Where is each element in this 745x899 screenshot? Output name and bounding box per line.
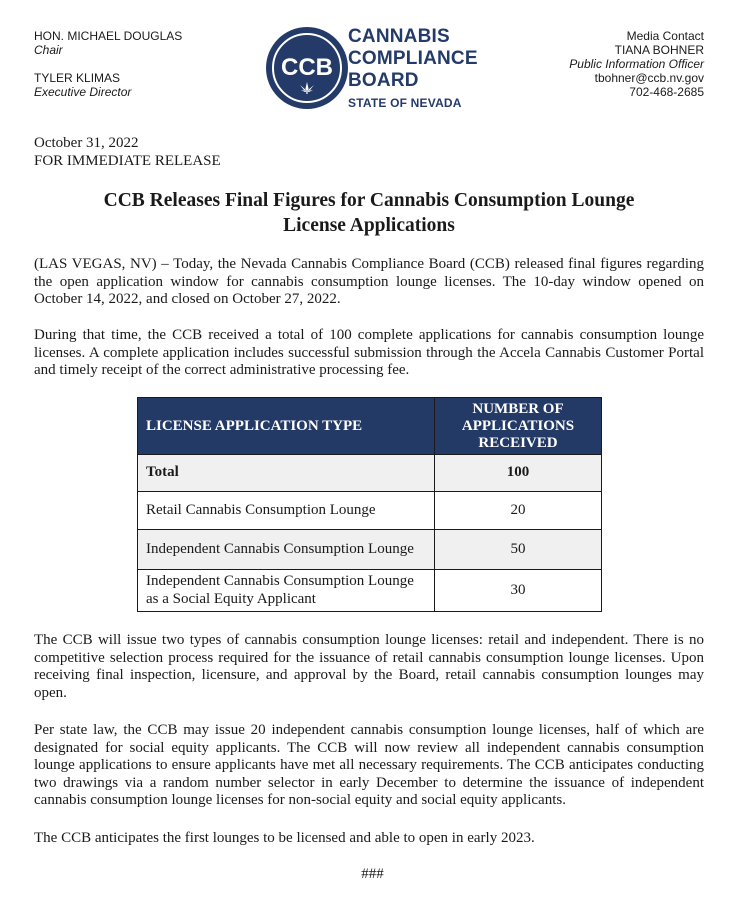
table-row bbox=[138, 492, 602, 530]
release-label: FOR IMMEDIATE RELEASE bbox=[34, 153, 221, 169]
media-contact bbox=[569, 29, 704, 99]
column-header-count-line-2: APPLICATIONS bbox=[461, 417, 575, 434]
headline-line-1: CCB Releases Final Figures for Cannabis Consumption Lounge bbox=[103, 190, 635, 211]
logo-monogram: CCB bbox=[281, 54, 333, 81]
contact-phone: 702-468-2685 bbox=[629, 85, 704, 99]
paragraph-opening: The CCB anticipates the first lounges to be licensed and able to open in early 2023. bbox=[34, 830, 535, 846]
director-title: Executive Director bbox=[34, 85, 132, 99]
chair-title: Chair bbox=[34, 43, 63, 57]
row-type-line-1: Independent Cannabis Consumption Lounge bbox=[146, 573, 414, 589]
table-row-total bbox=[138, 455, 602, 492]
row-count: 20 bbox=[435, 492, 602, 530]
paragraph-license-types: The CCB will issue two types of cannabis consumption lounge licenses: retail and independent. There is no competitive selection process required for the issuance of retail cannabis consumption lounge licenses. Upon receiving final inspection, licensure, and approval by the Board, retail cannabis consumption lounges may open. bbox=[34, 632, 704, 701]
logo-line-2: COMPLIANCE bbox=[348, 48, 478, 69]
logo-line-1: CANNABIS bbox=[348, 26, 450, 47]
row-type bbox=[138, 570, 435, 612]
dateline bbox=[34, 134, 221, 170]
board-officials bbox=[34, 29, 182, 99]
chair-name: HON. MICHAEL DOUGLAS bbox=[34, 29, 183, 43]
row-type-line-2: as a Social Equity Applicant bbox=[146, 590, 316, 607]
applications-table bbox=[137, 397, 602, 612]
paragraph-state-law: Per state law, the CCB may issue 20 independent cannabis consumption lounge licenses, half of which are designated for social equity applicants. The CCB will now review all independent cannabis consumption lounge applications to ensure applicants have met all necessary requirements. The CCB anticipates conducting two drawings via a random number selector in early December to determine the issuance of independent cannabis consumption lounge licenses for non-social equity and social equity applicants. bbox=[34, 722, 704, 808]
row-count: 30 bbox=[435, 570, 602, 612]
row-count: 100 bbox=[435, 455, 602, 492]
paragraph-intro: (LAS VEGAS, NV) – Today, the Nevada Cannabis Compliance Board (CCB) released final figures regarding the open application window for cannabis consumption lounge licenses. The 10-day window opened on October 14, 2022, and closed on October 27, 2022. bbox=[34, 256, 704, 307]
end-mark: ### bbox=[361, 866, 384, 882]
page-title bbox=[34, 188, 704, 238]
contact-title: Public Information Officer bbox=[569, 57, 704, 71]
paragraph-applications: During that time, the CCB received a total of 100 complete applications for cannabis consumption lounge licenses. A complete application includes successful submission through the Accela Cannabis Customer Portal and timely receipt of the correct administrative processing fee. bbox=[34, 327, 704, 378]
column-header-type: LICENSE APPLICATION TYPE bbox=[138, 398, 435, 455]
headline-line-2: License Applications bbox=[283, 215, 455, 236]
row-type: Total bbox=[138, 455, 435, 492]
logo-state: STATE OF NEVADA bbox=[348, 96, 462, 110]
media-contact-label: Media Contact bbox=[626, 29, 704, 43]
table-row bbox=[138, 530, 602, 570]
release-date: October 31, 2022 bbox=[34, 135, 139, 151]
contact-name: TIANA BOHNER bbox=[614, 43, 704, 57]
logo-line-3: BOARD bbox=[348, 70, 419, 91]
row-count: 50 bbox=[435, 530, 602, 570]
column-header-count-line-3: RECEIVED bbox=[478, 434, 558, 451]
table-row bbox=[138, 570, 602, 612]
column-header-count bbox=[435, 398, 602, 455]
row-type: Independent Cannabis Consumption Lounge bbox=[138, 530, 435, 570]
row-type: Retail Cannabis Consumption Lounge bbox=[138, 492, 435, 530]
logo-wordmark bbox=[348, 26, 478, 110]
contact-email[interactable]: tbohner@ccb.nv.gov bbox=[594, 71, 704, 85]
ccb-logo-seal bbox=[264, 25, 350, 111]
column-header-count-line-1: NUMBER OF bbox=[472, 400, 564, 417]
director-name: TYLER KLIMAS bbox=[34, 71, 121, 85]
